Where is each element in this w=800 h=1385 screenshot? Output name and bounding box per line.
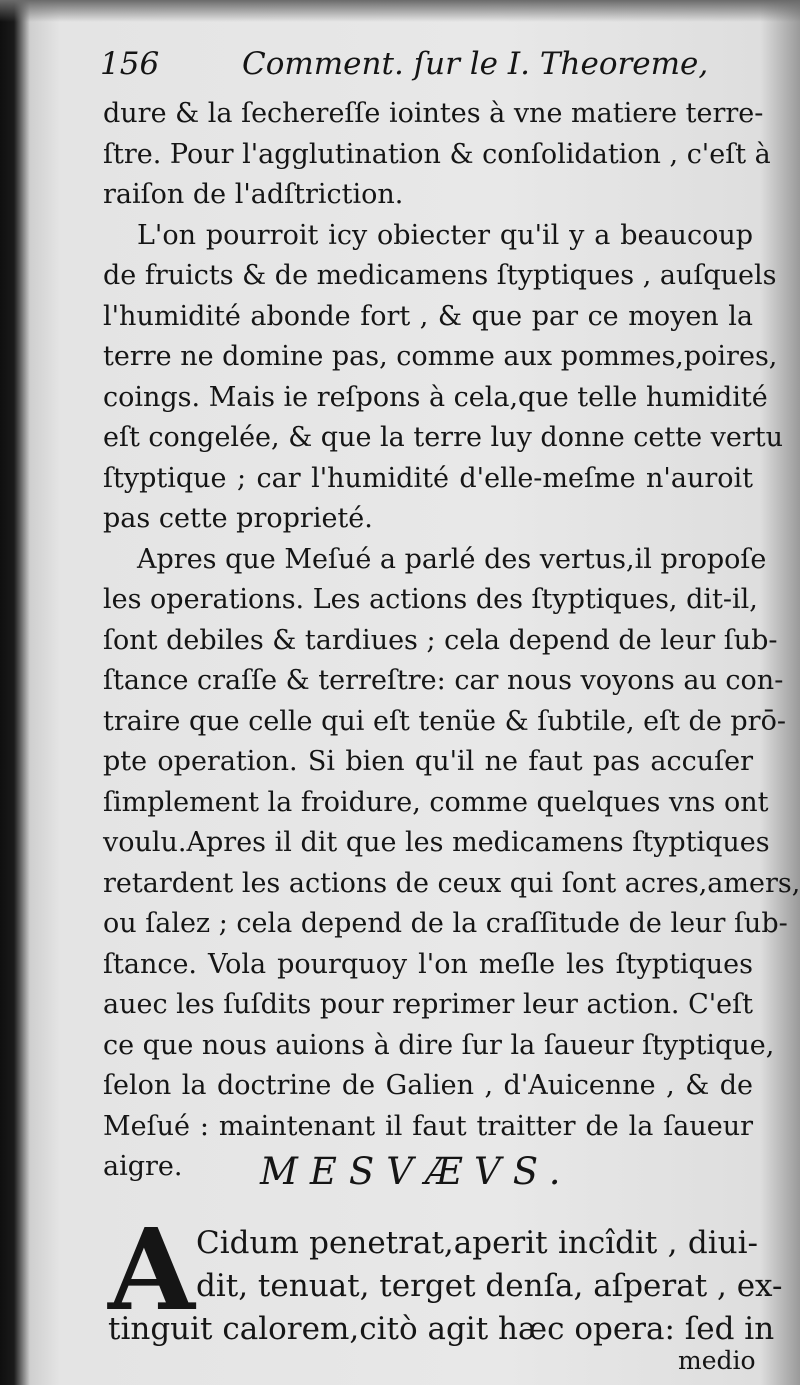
text-line: pas cette proprieté. [103,503,373,534]
text-line: terre ne domine pas, comme aux pommes,poires, [103,341,778,372]
latin-line: dit, tenuat, terget denſa, aſperat , ex- [196,1268,783,1304]
latin-line: tinguit calorem,citò agit hæc opera: ſed in [108,1311,775,1347]
page-top-shadow [0,0,800,22]
text-line: de fruicts & de medicamens ſtyptiques , auſquels [103,260,777,291]
text-line: auec les ſuſdits pour reprimer leur action. C'eſt [103,989,753,1020]
text-line: ſtance craſſe & terreſtre: car nous voyons au con- [103,665,784,696]
text-line: aigre. [103,1151,183,1182]
text-line: ou ſalez ; cela depend de la craſſitude de leur ſub- [103,908,788,939]
text-line: l'humidité abonde fort , & que par ce moyen la [103,300,753,332]
text-line: eſt congelée, & que la terre luy donne cette vertu [103,422,784,453]
text-line: raiſon de l'adſtriction. [103,179,404,210]
text-line: ſelon la doctrine de Galien , d'Auicenne , & de [103,1070,753,1101]
text-line: L'on pourroit icy obiecter qu'il y a beaucoup [137,219,753,251]
text-line: ſimplement la froidure, comme quelques vns ont [103,786,769,818]
page-number: 156 [100,46,160,82]
text-line: les operations. Les actions des ſtyptiques, dit-il, [103,584,758,615]
body-text [103,94,800,1188]
text-line: Meſué : maintenant il faut traitter de la ſaueur [103,1110,753,1142]
text-line: traire que celle qui eſt tenüe & ſubtile, eſt de prō- [103,705,786,737]
drop-cap: A [108,1205,195,1336]
catchword: medio [678,1346,756,1375]
section-heading: MESVÆVS. [260,1150,573,1193]
text-line: pte operation. Si bien qu'il ne faut pas accuſer [103,746,753,777]
latin-line: Cidum penetrat,aperit incîdit , diui- [196,1225,758,1261]
running-title: Comment. ſur le I. Theoreme, [242,46,709,82]
text-line: ce que nous auions à dire ſur la ſaueur ſtyptique, [103,1029,775,1061]
text-line: ſtyptique ; car l'humidité d'elle-meſme n'auroit [103,462,753,494]
text-line: ſtre. Pour l'agglutination & conſolidation , c'eſt à [103,138,771,170]
text-line: retardent les actions de ceux qui ſont acres,amers, [103,867,800,899]
text-line: ſont debiles & tardiues ; cela depend de leur ſub- [103,624,778,656]
text-line: Apres que Meſué a parlé des vertus,il propoſe [137,543,767,575]
text-line: voulu.Apres il dit que les medicamens ſtyptiques [103,827,770,858]
latin-passage [108,1205,783,1351]
text-line: dure & la ſechereſſe iointes à vne matiere terre- [103,98,764,129]
text-line: ſtance. Vola pourquoy l'on meſle les ſtyptiques [103,948,753,980]
text-line: coings. Mais ie reſpons à cela,que telle humidité [103,381,768,413]
